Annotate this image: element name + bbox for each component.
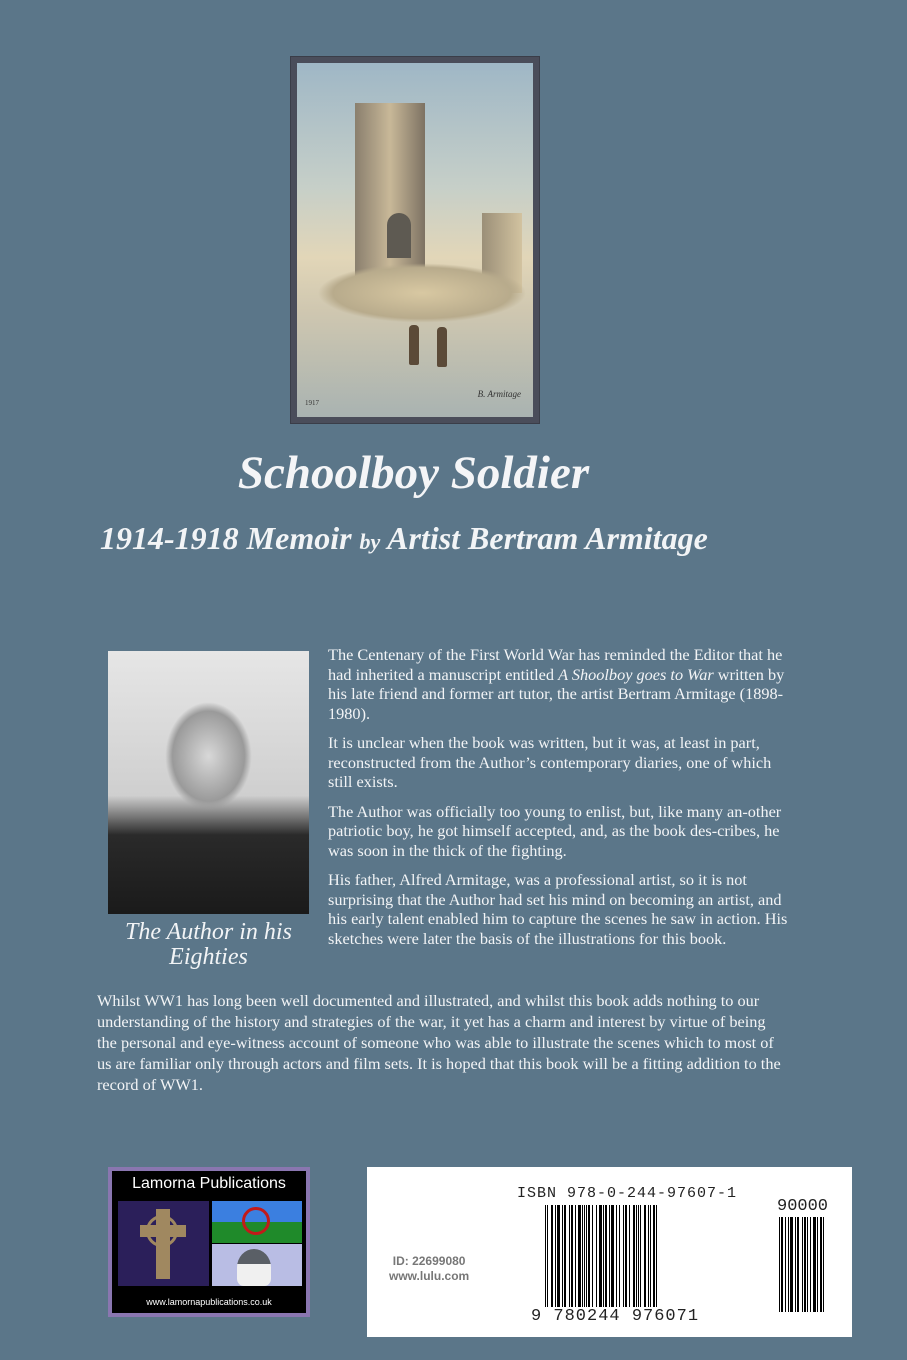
barcode-bar [586,1205,587,1317]
barcode-bar [648,1205,649,1317]
barcode-bar [804,1217,806,1312]
price-addon: 90000 [777,1197,829,1216]
publisher-url: www.lamornapublications.co.uk [146,1297,272,1307]
barcode-bar [584,1205,585,1317]
barcode-bar [802,1217,803,1312]
barcode-bar [781,1217,783,1312]
cover-painting [290,56,540,424]
addon-barcode [779,1217,843,1312]
barcode-bar [557,1205,560,1317]
blurb-column [328,645,798,958]
publisher-logo [108,1167,310,1317]
paragraph-text: written by his late friend and former art tutor, the artist Bertram Armitage (1898-1980). [328,664,785,723]
subtitle-by: by [359,529,381,554]
paragraph-text: The Centenary of the First World War has reminded the Editor that he had inherited a manuscript entitled [328,645,783,684]
barcode-bar [820,1217,822,1312]
photo-caption: The Author in his Eighties [125,919,292,970]
lulu-id: ID: 22699080 [392,1254,466,1268]
barcode-bar [785,1217,786,1312]
barcode-bar [788,1217,789,1312]
ean-digits: 9 780244 976071 [531,1307,700,1326]
barcode-bar [625,1205,627,1317]
blurb-paragraph: Whilst WW1 has long been well documented and illustrated, and whilst this book adds nothing to our understanding of the history and strategies of the war, it yet has a charm and interest by virtue of being the personal and eye-witness account of someone who was able to illustrate the scenes which to most of us are familiar only through actors and film sets. It is hoped that this book will be a fitting addition to the record of WW1. [97,991,781,1094]
barcode-bar [619,1205,620,1317]
barcode-bar [795,1217,796,1312]
blurb-paragraph: His father, Alfred Armitage, was a professional artist, so it is not surprising that the Author had set his mind on becoming an artist, and his early talent enabled him to capture the scenes he saw in action. His sketches were later the basis of the illustrations for this book. [328,870,788,948]
barcode-bar [603,1205,604,1317]
barcode-bar [616,1205,617,1317]
lulu-site: www.lulu.com [389,1269,470,1283]
manuscript-title: A Shoolboy goes to War [558,664,714,684]
barcode-bar [817,1217,818,1312]
tower-arch [387,213,411,258]
barcode-bar [636,1205,637,1317]
author-photo [108,651,309,914]
painting-signature: B. Armitage [477,389,521,399]
isbn-barcode-box [367,1167,852,1337]
barcode-bar [797,1217,799,1312]
lulu-info [389,1254,469,1284]
ean-barcode [545,1205,675,1317]
barcode-bar [629,1205,630,1317]
soldier-figure [437,327,447,367]
publisher-name: Lamorna Publications [132,1175,286,1192]
falcon-icon [212,1244,302,1286]
barcode-bar [562,1205,563,1317]
painting-year: 1917 [305,399,319,407]
barcode-bar [813,1217,816,1312]
blurb-paragraph: It is unclear when the book was written, but it was, at least in part, reconstructed from the Author’s contemporary diaries, one of which still exists. [328,733,772,791]
barcode-bar [656,1205,657,1317]
barcode-bar [571,1205,573,1317]
barcode-bar [592,1205,593,1317]
barcode-bar [555,1205,556,1317]
barcode-bar [650,1205,651,1317]
barcode-bar [605,1205,607,1317]
barcode-bar [653,1205,655,1317]
soldier-figure [409,325,419,365]
barcode-bar [575,1205,576,1317]
barcode-bar [623,1205,624,1317]
barcode-bar [582,1205,583,1317]
subtitle-part2: Artist Bertram Armitage [380,520,708,556]
barcode-bar [578,1205,581,1317]
barcode-bar [823,1217,824,1312]
blurb-paragraph: The Author was officially too young to enlist, but, like many an-other patriotic boy, he got himself accepted, and, as the book des-cribes, he was soon in the thick of the fighting. [328,801,782,860]
barcode-bar [807,1217,808,1312]
blurb-paragraph [328,645,798,723]
romani-flag-icon [212,1201,302,1243]
barcode-bar [545,1205,546,1317]
rubble [317,263,527,323]
barcode-bar [611,1205,614,1317]
barcode-bar [609,1205,610,1317]
barcode-bar [569,1205,570,1317]
barcode-bar [790,1217,793,1312]
barcode-bar [810,1217,811,1312]
barcode-bar [547,1205,548,1317]
barcode-bar [779,1217,780,1312]
barcode-bar [551,1205,553,1317]
subtitle-part1: 1914-1918 Memoir [100,520,360,556]
barcode-bar [596,1205,597,1317]
barcode-bar [564,1205,566,1317]
isbn-label: ISBN 978-0-244-97607-1 [517,1185,738,1202]
book-subtitle [100,520,708,557]
barcode-bar [588,1205,590,1317]
celtic-cross-icon [118,1201,209,1286]
barcode-bar [633,1205,635,1317]
book-title: Schoolboy Soldier [237,447,590,499]
barcode-bar [644,1205,646,1317]
barcode-bar [640,1205,641,1317]
barcode-bar [638,1205,639,1317]
barcode-bar [599,1205,602,1317]
